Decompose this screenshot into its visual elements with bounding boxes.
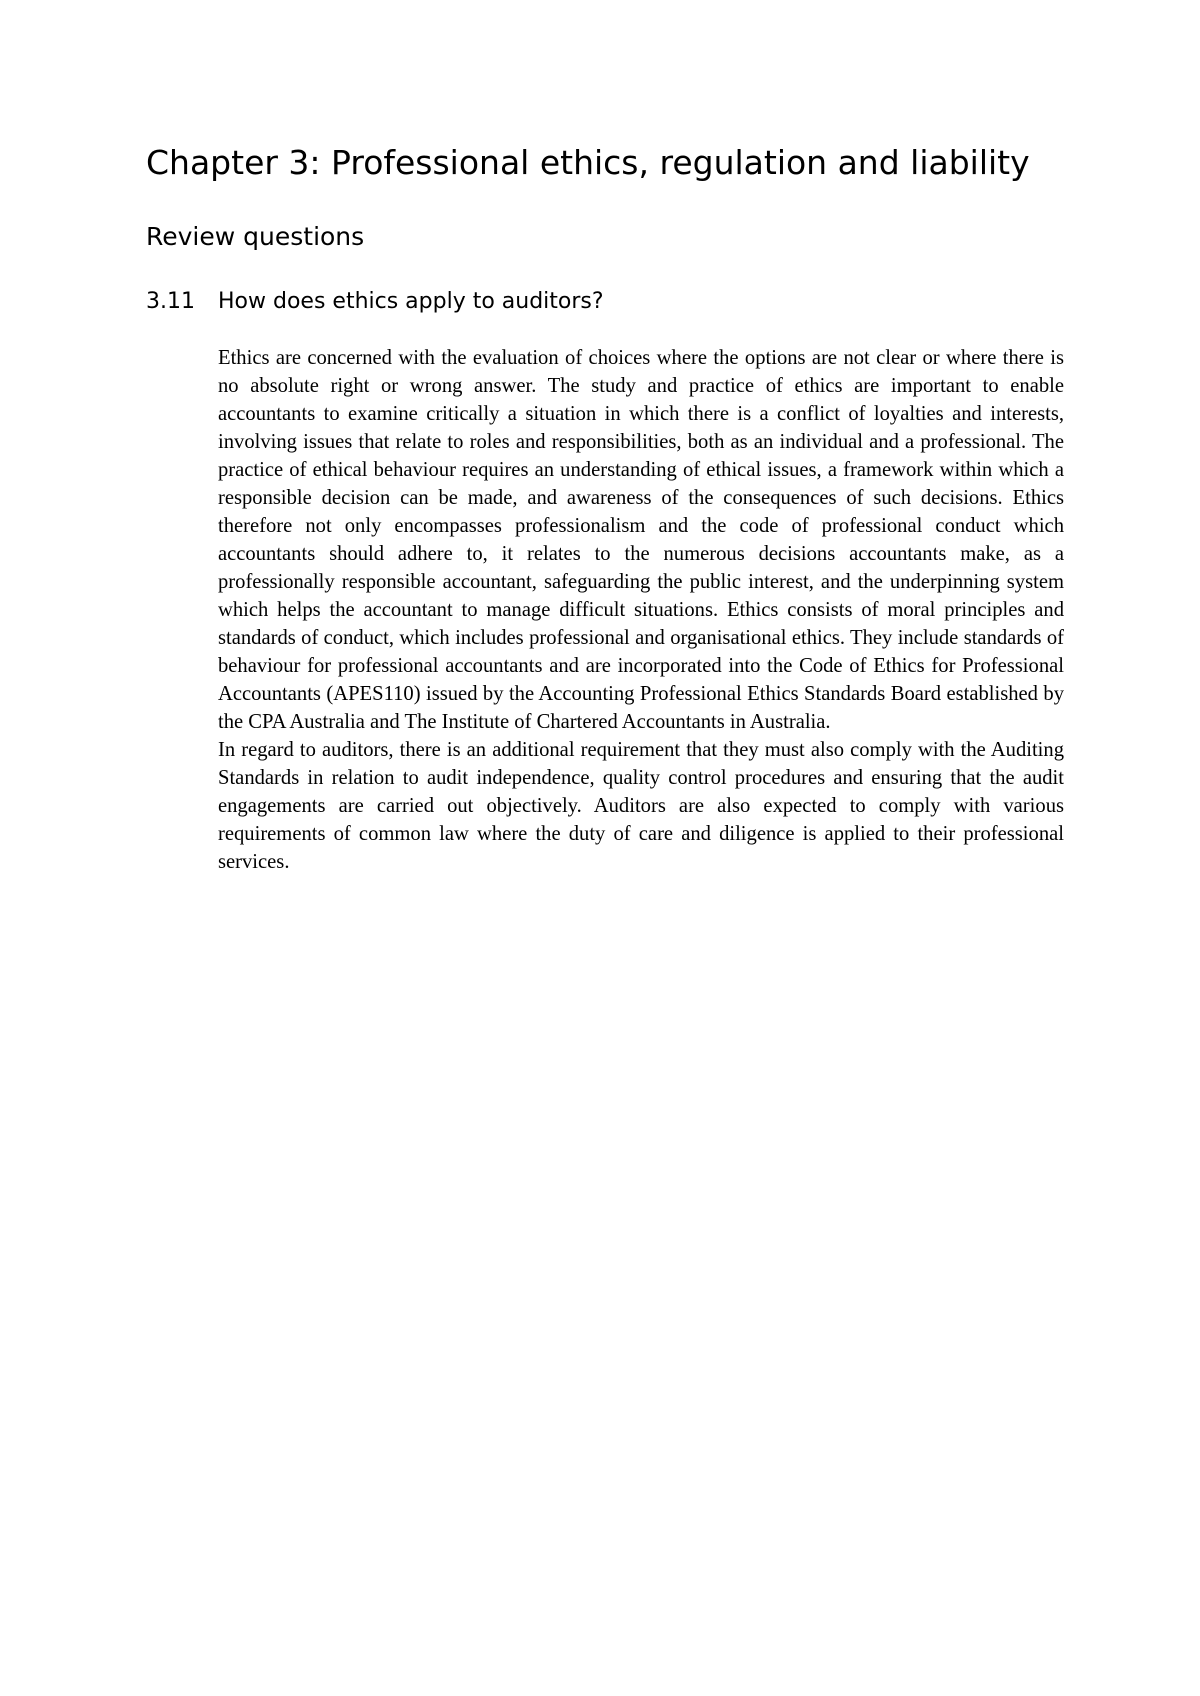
question-text: How does ethics apply to auditors? <box>218 289 604 314</box>
answer-paragraph-1: Ethics are concerned with the evaluation of choices where the options are not clear or where there is no absolute right or wrong answer. The study and practice of ethics are important to enable accountants to examine critically a situation in which there is a conflict of loyalties and interests, involving issues that relate to roles and responsibilities, both as an individual and a professional. The practice of ethical behaviour requires an understanding of ethical issues, a framework within which a responsible decision can be made, and awareness of the consequences of such decisions. Ethics therefore not only encompasses professionalism and the code of professional conduct which accountants should adhere to, it relates to the numerous decisions accountants make, as a professionally responsible accountant, safeguarding the public interest, and the underpinning system which helps the accountant to manage difficult situations. Ethics consists of moral principles and standards of conduct, which includes professional and organisational ethics. They include standards of behaviour for professional accountants and are incorporated into the Code of Ethics for Professional Accountants (APES110) issued by the Accounting Professional Ethics Standards Board established by the CPA Australia and The Institute of Chartered Accountants in Australia. <box>218 347 1064 733</box>
answer-body <box>218 344 1064 876</box>
answer-paragraph-2: In regard to auditors, there is an additional requirement that they must also comply with the Auditing Standards in relation to audit independence, quality control procedures and ensuring that the audit engagements are carried out objectively. Auditors are also expected to comply with various requirements of common law where the duty of care and diligence is applied to their professional services. <box>218 739 1064 873</box>
section-title: Review questions <box>146 222 365 251</box>
chapter-title: Chapter 3: Professional ethics, regulation and liability <box>146 143 1030 182</box>
question-heading <box>146 286 604 318</box>
question-number: 3.11 <box>146 289 195 314</box>
